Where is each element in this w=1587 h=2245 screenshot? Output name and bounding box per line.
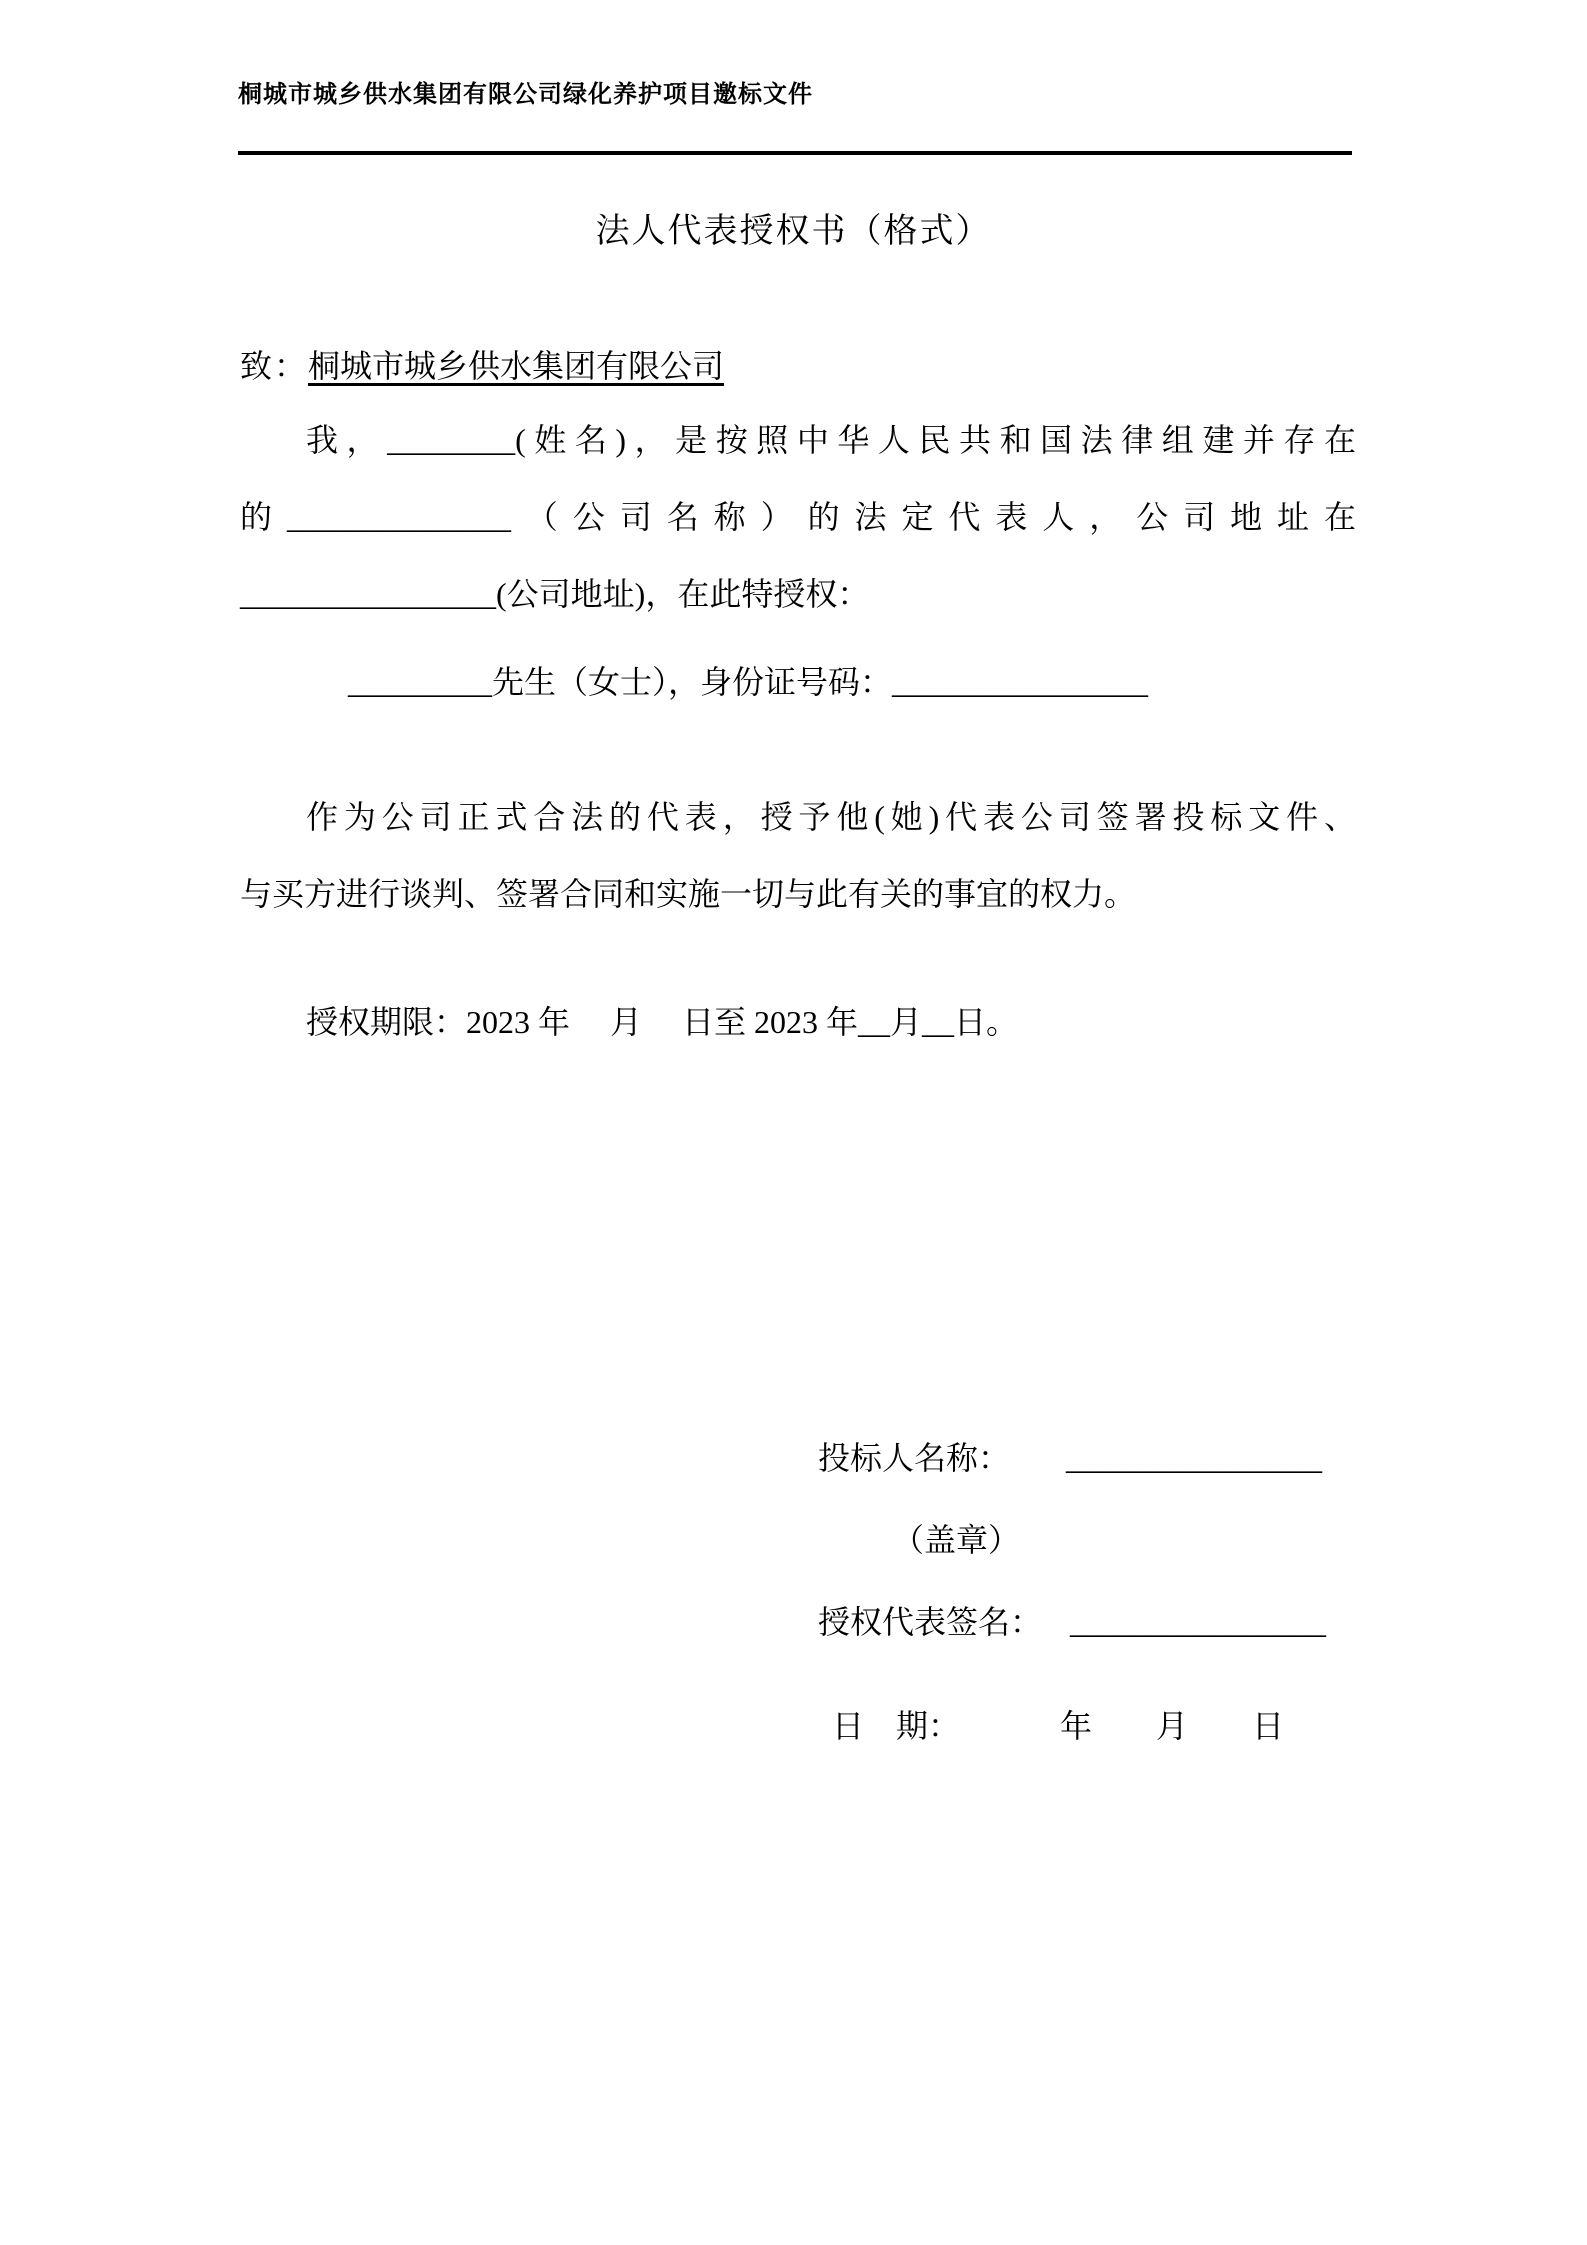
authorize-paragraph-line2: 的______________（公司名称）的法定代表人，公司地址在: [240, 499, 1356, 535]
representative-signature-label: 授权代表签名：: [818, 1604, 1043, 1640]
authorize-paragraph-line1: 我，________(姓名)，是按照中华人民共和国法律组建并存在: [306, 422, 1356, 458]
representative-signature-row: [786, 1560, 1326, 1680]
date-row: [800, 1664, 1284, 1784]
salutation-line: [240, 346, 1356, 386]
bidder-name-label: 投标人名称：: [818, 1440, 1011, 1476]
authorize-paragraph-line3: ________________(公司地址)，在此特授权：: [240, 576, 870, 612]
page-header: 桐城市城乡供水集团有限公司绿化养护项目邀标文件: [238, 74, 1352, 155]
powers-paragraph-line2: 与买方进行谈判、签署合同和实施一切与此有关的事宜的权力。: [240, 876, 1137, 912]
authorize-paragraph-line4: _________先生（女士），身份证号码：________________: [348, 664, 1149, 700]
salutation-label: 致：: [240, 348, 309, 384]
date-label: 日 期：: [832, 1708, 961, 1744]
date-fields: 年 月 日: [1060, 1708, 1285, 1744]
validity-period-line: 授权期限：2023 年 月 日至 2023 年__月__日。: [306, 1004, 1019, 1040]
salutation-company: 桐城市城乡供水集团有限公司: [308, 348, 725, 384]
seal-note: （盖章）: [892, 1522, 1021, 1558]
bidder-name-blank: ________________: [1066, 1440, 1323, 1476]
document-title: 法人代表授权书（格式）: [595, 213, 992, 250]
powers-paragraph-line1: 作为公司正式合法的代表，授予他(她)代表公司签署投标文件、: [306, 799, 1356, 835]
representative-signature-blank: ________________: [1070, 1604, 1327, 1640]
